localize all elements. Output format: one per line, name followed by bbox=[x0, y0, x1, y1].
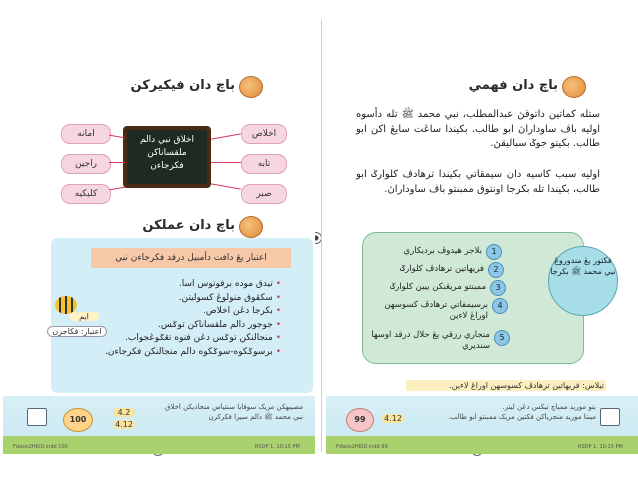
folio-date: RSDP 1. 10:15 PM bbox=[255, 444, 300, 450]
number-badge: 1 bbox=[486, 244, 502, 260]
example-note: تيلاس: فريهاتين ترهادڤ کسوسهن اوراڠ لاءين. bbox=[406, 380, 606, 391]
list-item: • منجالنکن توݢس دڠن فنوه تڠݢوڠجواب. bbox=[81, 332, 281, 346]
connector-arrow bbox=[211, 162, 241, 163]
lesson-bullet-list bbox=[81, 278, 281, 359]
list-item: • تيدق موده برفوتوس اسا. bbox=[81, 278, 281, 292]
teacher-note bbox=[426, 402, 596, 422]
right-page bbox=[326, 16, 638, 454]
teacher-note bbox=[153, 402, 303, 422]
reading-paragraph: ستله کماتين داتوقڽ عبدالمطلب، نبي محمد ﷺ تله دأسوه اوليه باڤ ساوداراڽ ابو طالب. بکيندا ساڠت سايڠ اکن ابو طالب. بکيتو جوݢ سباليقڽ. bbox=[356, 109, 600, 149]
book-icon bbox=[27, 408, 47, 426]
list-item: • جوجور دالم ملقساناکن توݢس. bbox=[81, 319, 281, 333]
list-item: • برسوݢکوه-سوݢکوه دالم منجالنکن فکرجاءن. bbox=[81, 346, 281, 360]
teacher-note-line: مصيبهکن مريک سوفايا سنتياس منجاديکن اخلاق bbox=[165, 403, 303, 411]
connector-arrow bbox=[211, 133, 241, 139]
connector-arrow bbox=[109, 187, 125, 191]
section-title-practice: باچ دان عملکن bbox=[142, 218, 235, 233]
teacher-note-line: مينتا موريد منجرياکن فکتين مريک ممبنتو ابو طالب. bbox=[448, 413, 596, 421]
page-number: 100 bbox=[63, 408, 93, 432]
folio-file: Fdasis2HKiD.indd 99 bbox=[336, 444, 388, 450]
list-item: • بکرجا دڠن اخلاص. bbox=[81, 305, 281, 319]
factor-center-blob: فکتور يڠ مندوروڠ نبي محمد ﷺ بکرجا bbox=[548, 246, 618, 316]
bee-caption: اعتبار: فکاجرن bbox=[47, 326, 107, 337]
page-spine bbox=[321, 20, 322, 452]
value-pill: صبر bbox=[241, 184, 287, 204]
chalkboard-text bbox=[127, 130, 207, 184]
board-line: فکرجاءن bbox=[150, 161, 184, 171]
factor-item: منجاري رزقي يڠ حلال درقد اوسها سنديري bbox=[371, 330, 490, 351]
value-pill: امانه bbox=[61, 124, 111, 144]
teacher-note-line: بتو موريد ممباچ تيکس دڠن ليتر. bbox=[502, 403, 596, 411]
bee-label: ايم bbox=[69, 312, 99, 321]
value-pill: کليکيه bbox=[61, 184, 111, 204]
number-badge: 5 bbox=[494, 330, 510, 346]
chalkboard bbox=[123, 126, 211, 188]
book-icon bbox=[600, 408, 620, 426]
magnifier-icon bbox=[239, 216, 263, 238]
folio-file: Fdasis2HKiD.indd 100 bbox=[13, 444, 68, 450]
factor-item: بلاجر هيدوڤ برديکاري bbox=[403, 246, 482, 256]
factor-item: فريهاتين ترهادڤ کلوارݢ bbox=[400, 264, 484, 274]
standard-code: 4.12 bbox=[382, 414, 404, 423]
teacher-note-line: نبي محمد ﷺ دالم سيرا فکرکرن bbox=[208, 413, 303, 421]
connector-arrow bbox=[211, 183, 241, 189]
factor-item: ممبنتو مريڠنکن بيبن کلوارݢ bbox=[390, 282, 486, 292]
standard-code: 4.12 bbox=[113, 420, 135, 429]
section-title-read: باچ دان فهمي bbox=[468, 78, 558, 93]
value-pill: تابه bbox=[241, 154, 287, 174]
magnifier-icon bbox=[239, 76, 263, 98]
standard-code: 4.2 bbox=[113, 408, 135, 417]
section-title-think: باچ دان فيکيرکن bbox=[130, 78, 235, 93]
reading-paragraph: اوليه سبب کاسيه دان سيمقاتي بکيندا ترهادڤ کلوارݢ ابو طالب، بکيندا تله بکرجا اونتوق ممبنتو باڤ ساوداراڽ. bbox=[356, 169, 600, 195]
board-line: اخلاق نبي دالم bbox=[139, 135, 195, 145]
list-item: • سکڤوق منولوڠ کسوليتن. bbox=[81, 292, 281, 306]
left-page bbox=[3, 16, 315, 454]
number-badge: 4 bbox=[492, 298, 508, 314]
number-badge: 3 bbox=[490, 280, 506, 296]
page-number: 99 bbox=[346, 408, 374, 432]
number-badge: 2 bbox=[488, 262, 504, 278]
value-pill: راجين bbox=[61, 154, 111, 174]
connector-arrow bbox=[109, 162, 125, 163]
factor-item: برسيمفاتي ترهادڤ کسوسهن اوراڠ لاءين bbox=[384, 300, 488, 321]
magnifier-icon bbox=[562, 76, 586, 98]
board-line: ملقساناکن bbox=[147, 148, 187, 158]
value-pill: اخلاص bbox=[241, 124, 287, 144]
practice-heading: اعتبار يڠ دافت دأمبيل درقد فکرجاءن نبي bbox=[91, 248, 291, 268]
folio-date: RSDP 1. 10:15 PM bbox=[578, 444, 623, 450]
